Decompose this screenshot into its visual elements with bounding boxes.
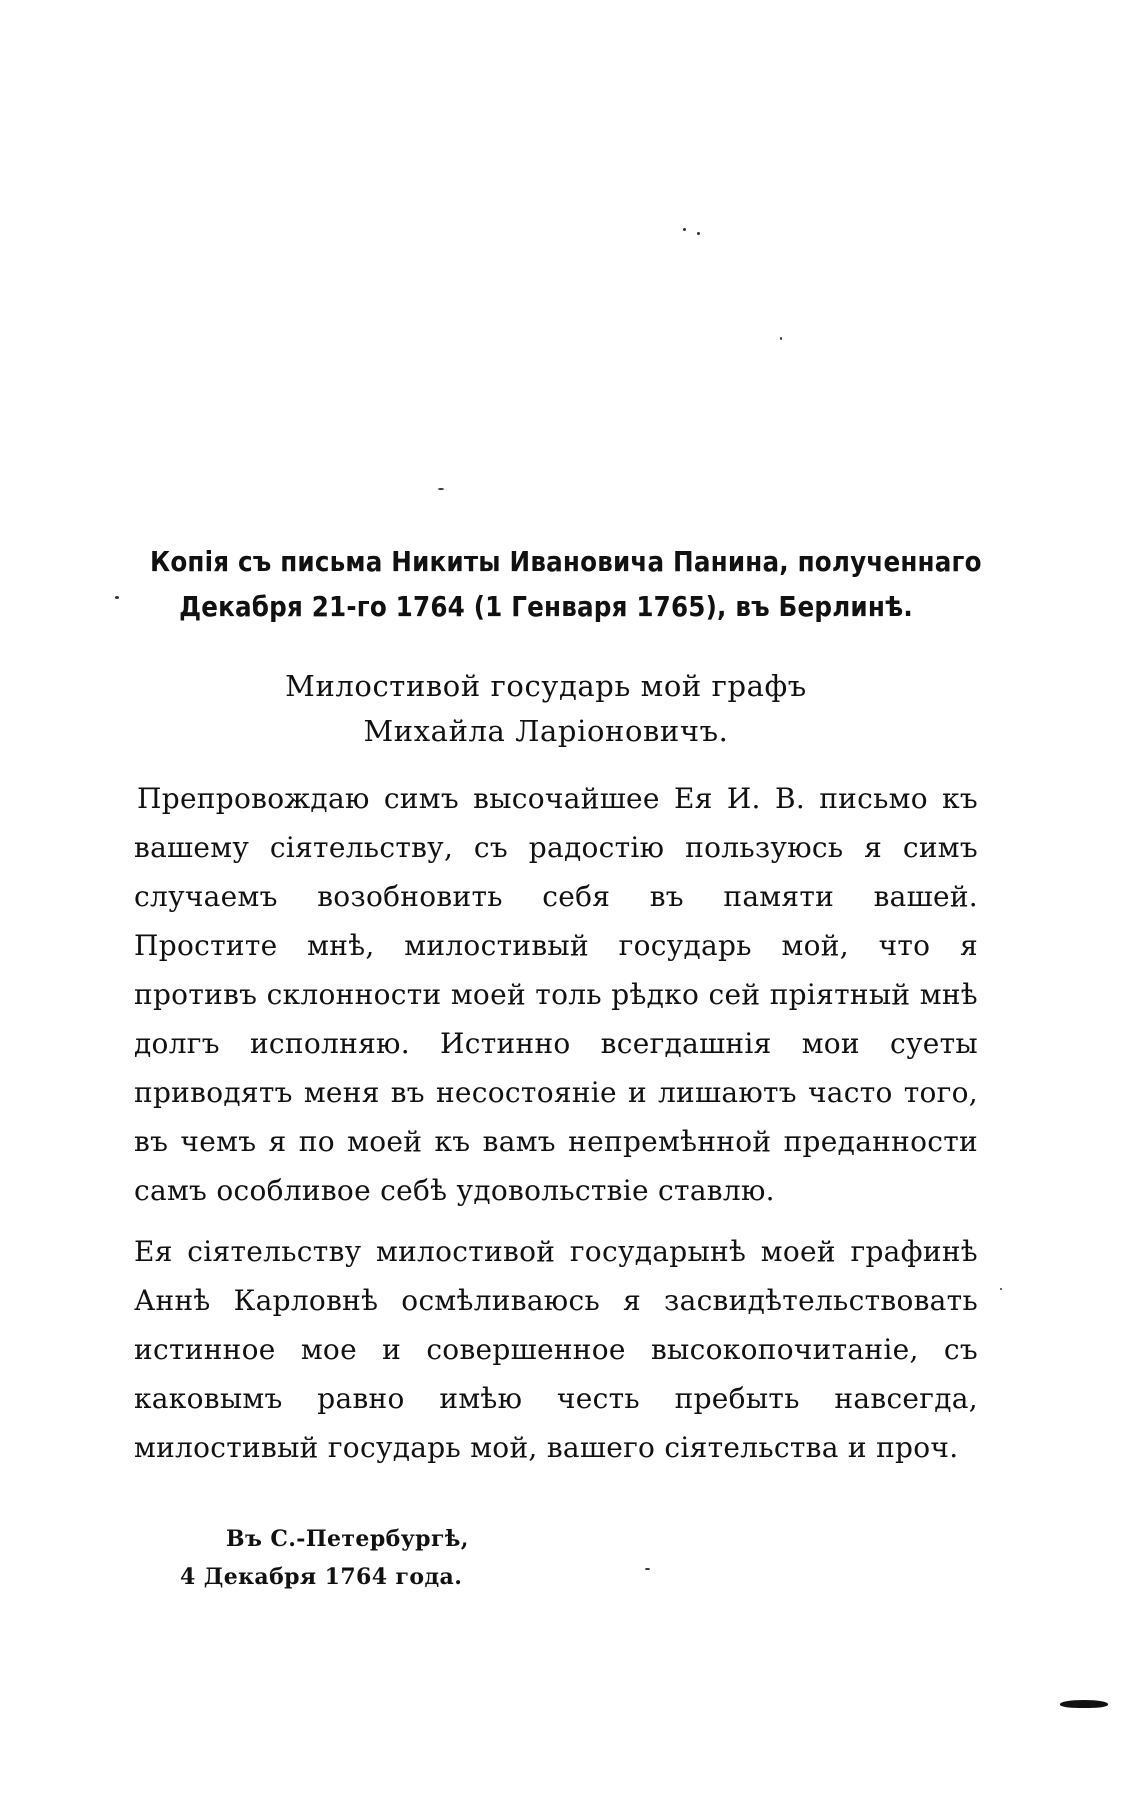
scan-speck: [1000, 1288, 1002, 1290]
heading-line-2: Декабря 21-го 1764 (1 Генваря 1765), въ Берлинѣ.: [179, 589, 913, 623]
scan-speck: [780, 337, 782, 340]
salutation: [96, 664, 996, 754]
scan-speck: [115, 596, 119, 599]
body-paragraph-1: Препровождаю симъ высочайшее Ея И. В. письмо къ вашему сіятельству, съ радостію пользуюсь я симъ случаемъ возобновить себя въ памяти вашей. Простите мнѣ, милостивый государь мой, что я противъ склонности моей толь рѣдко сей пріятный мнѣ долгъ исполняю. Истинно всегдашнія мои суеты приводятъ меня въ несостояніе и лишаютъ часто того, въ чемъ я по моей къ вамъ непремѣнной преданности самъ особливое себѣ удовольствіе ставлю.: [134, 782, 978, 1207]
scan-speck: [645, 1568, 650, 1570]
body-paragraph-2: Ея сіятельству милостивой государынѣ моей графинѣ Аннѣ Карловнѣ осмѣливаюсь я засвидѣтельствовать истинное мое и совершенное высокопочитаніе, съ каковымъ равно имѣю честь пребыть навсегда, милостивый государь мой, вашего сіятельства и проч.: [134, 1235, 978, 1464]
salutation-line-2: Михайла Ларіоновичъ.: [363, 713, 729, 748]
signature-date: 4 Декабря 1764 года.: [180, 1564, 463, 1590]
letter-heading: [150, 540, 982, 630]
signature-place: Въ С.-Петербургѣ,: [226, 1526, 469, 1552]
signature-block: [180, 1520, 469, 1596]
scan-speck: [683, 228, 686, 231]
heading-line-1: Копія съ письма Никиты Ивановича Панина, полученнаго: [150, 545, 982, 578]
page-edge-mark: [1060, 1700, 1108, 1708]
scan-speck: [438, 488, 444, 490]
scan-speck: [697, 232, 700, 235]
salutation-line-1: Милостивой государь мой графъ: [285, 669, 807, 703]
